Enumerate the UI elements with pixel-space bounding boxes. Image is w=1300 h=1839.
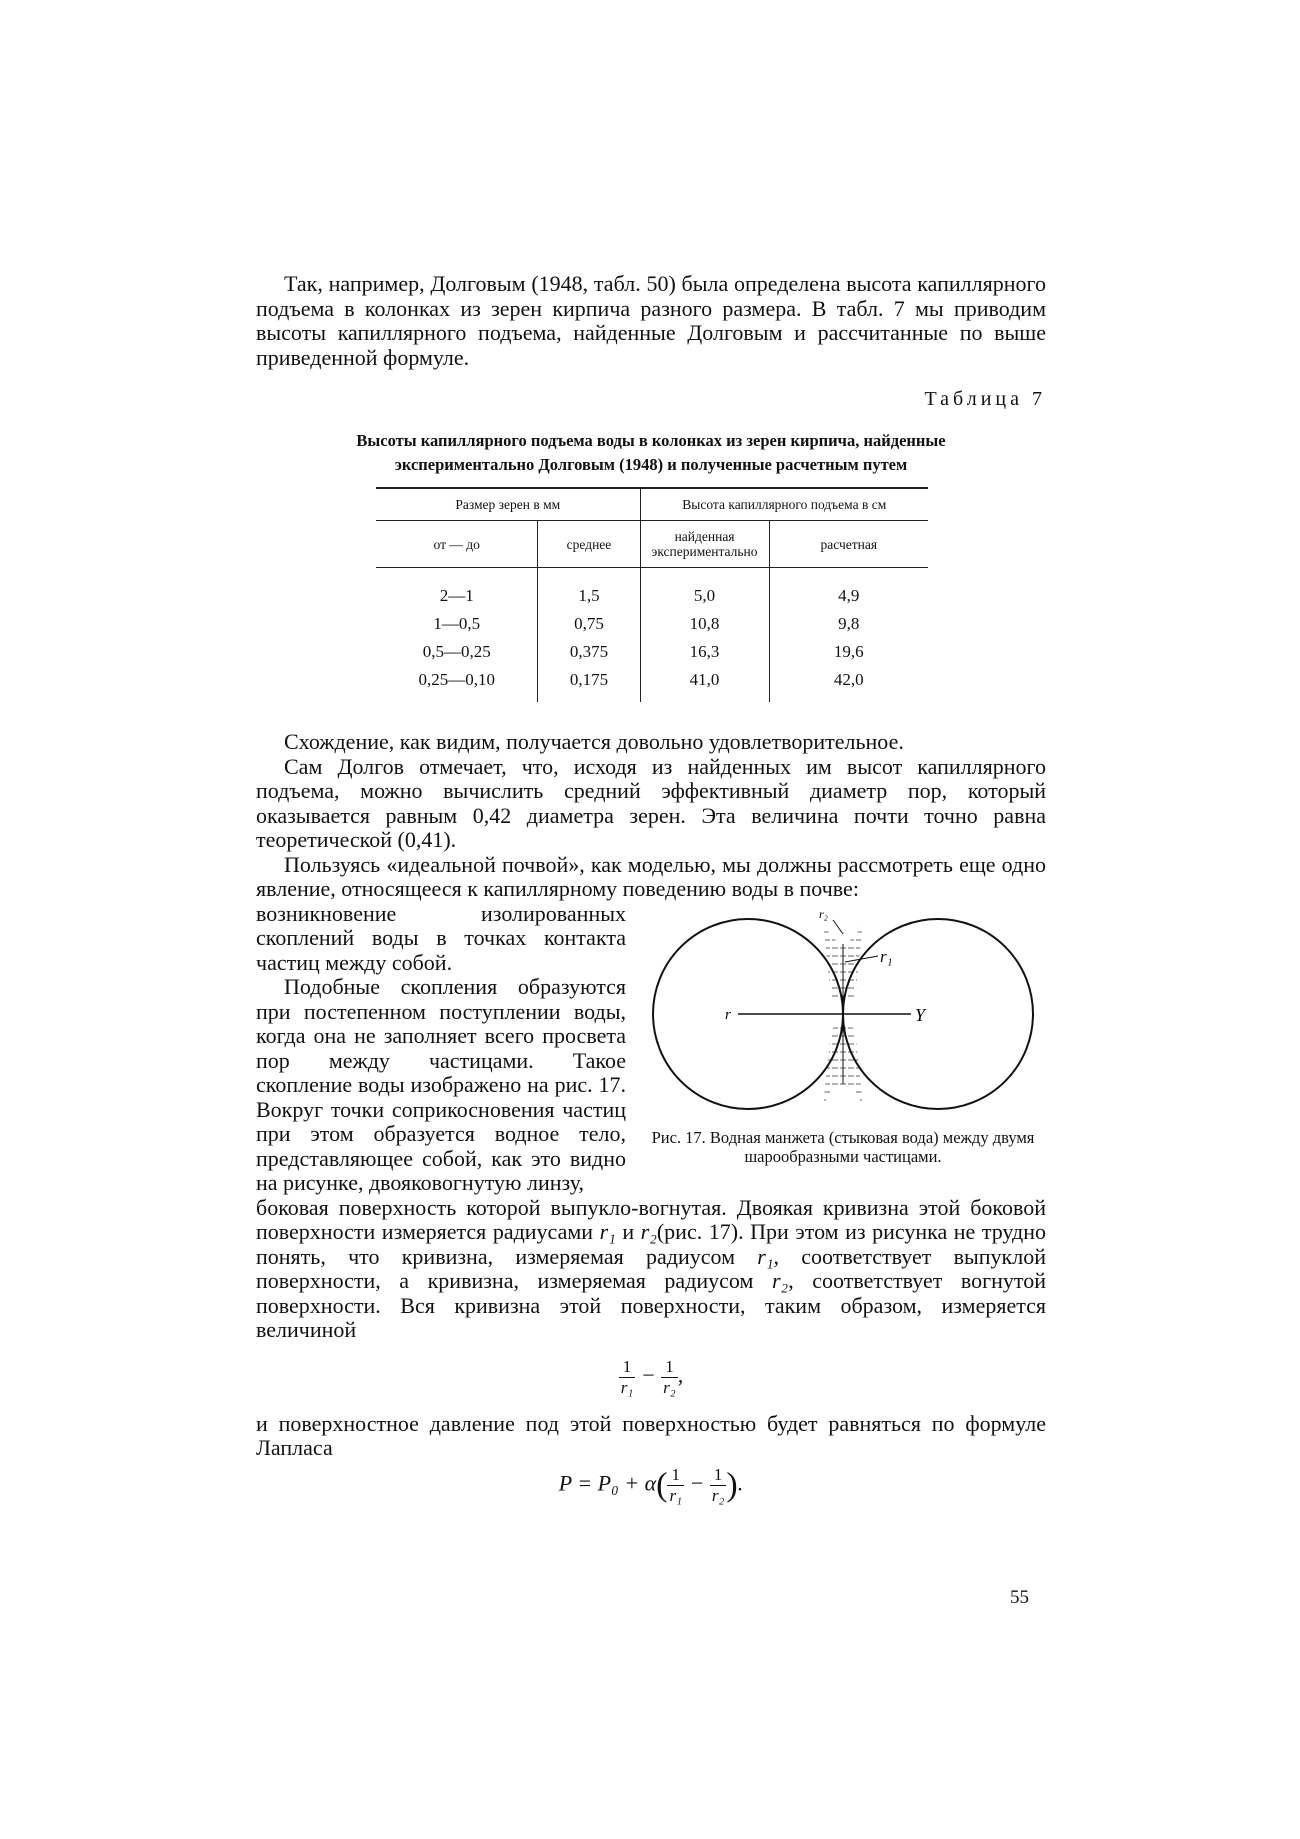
- laplace-fraction-1-r1: $\frac{1}{\text{r₁}}$: [669, 1464, 682, 1505]
- cell-calc: 19,6: [769, 638, 928, 666]
- cell-range: 0,5—0,25: [422, 642, 491, 661]
- minus-sign: −: [640, 1362, 656, 1388]
- var-r2: r₂: [640, 1219, 657, 1244]
- paragraph-ideal-soil-a: Пользуясь «идеальной почвой», как моделью, мы должны рассмотреть еще одно явление, относящееся к капиллярному поведению воды в почве:: [256, 851, 1046, 901]
- table-label: Таблица 7: [924, 388, 1046, 410]
- table-spacer-row: [376, 694, 928, 702]
- paragraph-pressure: и поверхностное давление под этой поверхностью будет равняться по формуле Лапласа: [256, 1410, 1046, 1460]
- intro-paragraph: Так, например, Долговым (1948, табл. 50) была определена высота капиллярного подъема в колонках из зерен кирпича разного размера. В табл. 7 мы приводим высоты капиллярного подъема, найденные Долговым и рассчитанные по выше приведенной формуле.: [256, 271, 1046, 370]
- var-r1: r₁: [599, 1219, 616, 1244]
- laplace-lhs: P = P₀ + α: [558, 1470, 657, 1496]
- cell-range: 0,25—0,10: [418, 670, 495, 689]
- figure-caption: Рис. 17. Водная манжета (стыковая вода) между двумя шарообразными частицами.: [651, 1127, 1035, 1166]
- curvature-text-2: (рис. 17). При этом из рисунка не трудно понять, что кривизна, измеряемая радиусом: [256, 1219, 1046, 1269]
- cell-calc: 4,9: [769, 582, 928, 610]
- laplace-minus-sign: −: [689, 1470, 705, 1496]
- col-found: найденная экспериментально: [640, 521, 769, 568]
- curvature-text-4: , соответствует вогнутой поверхности. Вся кривизна этой поверхности, таким образом, измеряется величиной: [256, 1268, 1047, 1342]
- label-right: Y: [915, 1004, 926, 1025]
- cell-found: 10,8: [640, 610, 769, 638]
- cell-calc: 42,0: [769, 666, 928, 694]
- fraction-1-r2: $\frac{1}{\text{r₂}}$: [663, 1356, 676, 1397]
- label-r1: r₁: [880, 946, 893, 966]
- data-table: [376, 487, 928, 702]
- col-mean: среднее: [538, 521, 640, 568]
- table-row: [376, 666, 928, 694]
- paragraph-convergence: Схождение, как видим, получается довольно удовлетворительное.: [284, 729, 904, 754]
- cell-mean: 1,5: [538, 582, 640, 610]
- formula-curvature-tail: ,: [677, 1362, 684, 1388]
- table-title: Высоты капиллярного подъема воды в колонках из зерен кирпича, найденные экспериментально Долговым (1948) и полученные расчетным путем: [356, 431, 946, 474]
- paragraph-curvature: [256, 1196, 1046, 1343]
- table-spacer-row: [376, 568, 928, 583]
- paragraph-ideal-soil-b: возникновение изолированных скоплений воды в точках контакта частиц между собой.: [256, 900, 626, 975]
- word-and: и: [622, 1219, 635, 1244]
- label-r2: r₂: [819, 906, 828, 921]
- header-rise: Высота капиллярного подъема в см: [640, 488, 928, 521]
- table-row: [376, 610, 928, 638]
- cell-mean: 0,175: [538, 666, 640, 694]
- cell-calc: 9,8: [769, 610, 928, 638]
- cell-mean: 0,75: [538, 610, 640, 638]
- cell-mean: 0,375: [538, 638, 640, 666]
- col-range: от — до: [376, 521, 538, 568]
- page-content: [256, 250, 1046, 1520]
- paragraph-dolgov: Сам Долгов отмечает, что, исходя из найденных им высот капиллярного подъема, можно вычислить средний эффективный диаметр пор, который оказывается равным 0,42 диаметра зерен. Эта величина почти точно равна теоретической (0,41).: [256, 753, 1046, 852]
- water-cuff-diagram: [643, 904, 1043, 1124]
- formula-laplace: P = P₀ + α( $\frac{1}{\text{r₁}}$ − $\frac{1}{\text{r₂}}$ ).: [558, 1464, 744, 1505]
- var-r2-again: r₂: [771, 1268, 789, 1293]
- r2-pointer: [833, 920, 843, 934]
- header-grain-size: Размер зерен в мм: [376, 488, 640, 521]
- laplace-fraction-1-r2: $\frac{1}{\text{r₂}}$: [711, 1464, 725, 1505]
- label-left: r: [725, 1006, 731, 1023]
- page-number: 55: [1010, 1587, 1029, 1608]
- formula-curvature: [256, 1357, 1046, 1398]
- curvature-text-1: боковая поверхность которой выпукло-вогнутая. Двоякая кривизна этой боковой поверхности измеряется радиусами: [256, 1194, 1046, 1244]
- cell-found: 5,0: [640, 582, 769, 610]
- curvature-text-3: , соответствует выпуклой поверхности, а кривизна, измеряемая радиусом: [256, 1243, 1046, 1293]
- fraction-1-r1: $\frac{1}{\text{r₁}}$: [620, 1356, 634, 1397]
- cell-range: 2—1: [439, 586, 474, 605]
- figure-17: [640, 904, 1046, 1166]
- cell-found: 16,3: [640, 638, 769, 666]
- cell-range: 1—0,5: [433, 614, 481, 633]
- table-row: [376, 638, 928, 666]
- col-calc: расчетная: [769, 521, 928, 568]
- table-row: [376, 582, 928, 610]
- paragraph-accumulations: Подобные скопления образуются при постепенном поступлении воды, когда она не заполняет всего просвета пор между частицами. Такое скопление воды изображено на рис. 17. Вокруг точки соприкосновения частиц при этом образуется водное тело, представляющее собой, как это видно на рисунке, двояковогнутую линзу,: [256, 974, 626, 1195]
- cell-found: 41,0: [640, 666, 769, 694]
- var-r1-again: r₁: [757, 1243, 774, 1269]
- laplace-tail: .: [737, 1470, 744, 1496]
